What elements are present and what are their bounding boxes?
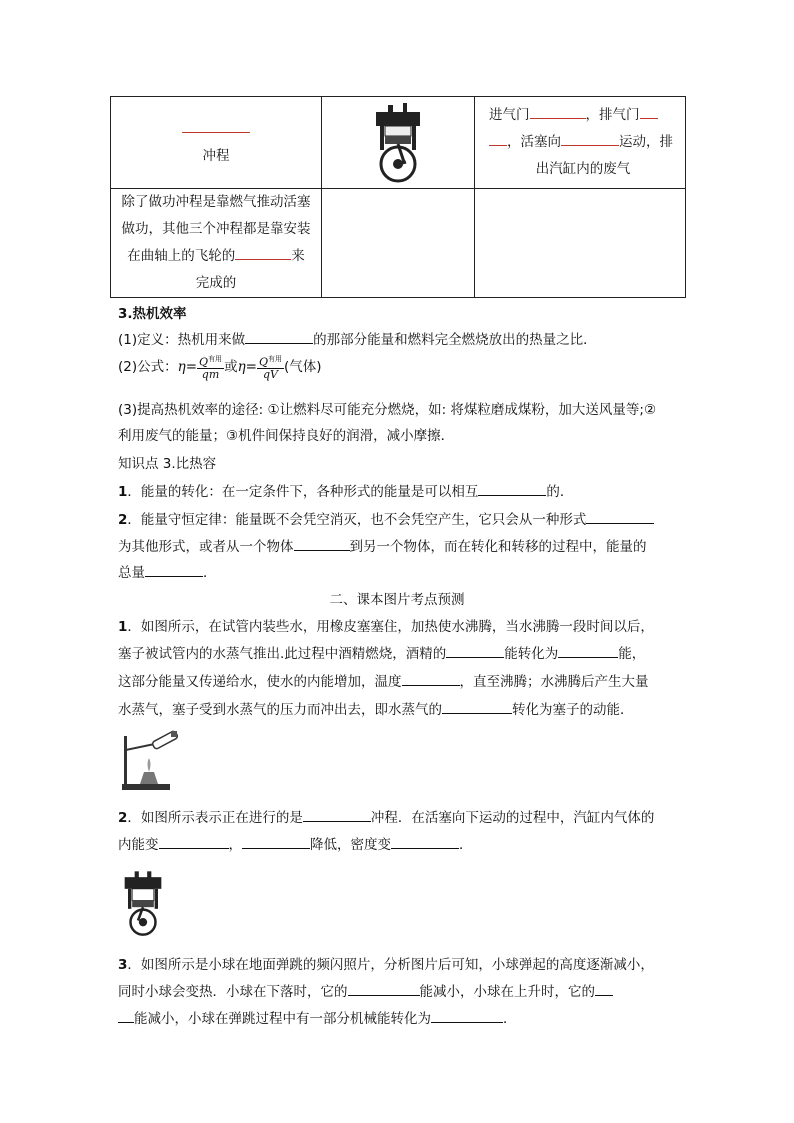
q3-text-3a: 能减小，小球在弹跳过程中有一部分机械能转化为	[134, 1011, 431, 1027]
formula-fraction-2	[257, 353, 284, 382]
formula-prefix: (2)公式：	[118, 359, 178, 375]
q2-text-2a: 内能变	[118, 837, 159, 853]
improve-line-1: (3)提高热机效率的途径: ①让燃料尽可能充分燃烧，如: 将煤粒磨成煤粉，加大送风量等;②	[118, 402, 657, 418]
q1-blank-4[interactable]	[442, 699, 512, 714]
intake-valve-blank[interactable]	[530, 104, 586, 119]
eta-2: η=	[237, 359, 257, 375]
conversion-blank[interactable]	[478, 481, 546, 496]
q1-text-2b: 能转化为	[504, 646, 559, 662]
total-blank[interactable]	[145, 562, 203, 577]
conservation-text-b: 为其他形式，或者从一个物体	[118, 539, 294, 555]
table-cell-engine-image	[322, 97, 475, 189]
item-number-1: 1	[118, 484, 128, 500]
useful-work-blank[interactable]	[245, 329, 313, 344]
q1-line-2	[118, 642, 645, 662]
q1-text-3b: ，直至沸腾；水沸腾后产生大量	[459, 674, 649, 690]
exhaust-valve-blank-2[interactable]	[489, 131, 507, 146]
text-or: 或	[224, 359, 238, 375]
energy-conversion-end: 的．	[546, 484, 574, 500]
conservation-text-end: ．	[203, 565, 217, 581]
definition-text-b: 的那部分能量和燃料完全燃烧放出的热量之比．	[313, 332, 597, 348]
text-piston-direction: ，活塞向	[507, 134, 561, 150]
q1-text-2a: 塞子被试管内的水蒸气推出.此过程中酒精燃烧，酒精的	[118, 646, 447, 662]
stroke-name-blank[interactable]	[182, 118, 250, 133]
piston-direction-blank[interactable]	[561, 131, 619, 146]
stroke-table	[110, 96, 686, 298]
energy-conversion	[118, 480, 573, 500]
flywheel-blank[interactable]	[235, 245, 291, 260]
q2-blank-density[interactable]	[391, 834, 459, 849]
transform-blank[interactable]	[586, 509, 654, 524]
q3-blank-2a[interactable]	[595, 981, 613, 996]
q3-line-3	[118, 1007, 517, 1027]
text-intake-valve: 进气门	[489, 107, 530, 123]
flywheel-line-4: 完成的	[195, 275, 237, 291]
efficiency-definition	[118, 328, 597, 348]
exhaust-valve-blank-1[interactable]	[640, 104, 658, 119]
q2-blank-energy[interactable]	[159, 834, 229, 849]
q1-number: 1	[118, 619, 128, 635]
formula-fraction-1	[197, 353, 224, 382]
q3-line-1	[118, 953, 654, 973]
eta-1: η=	[177, 359, 198, 375]
q2-text-2b: ，	[228, 837, 242, 853]
q2-line-1	[118, 806, 654, 826]
q3-blank-2b[interactable]	[118, 1008, 134, 1023]
energy-conversion-text: ．能量的转化：在一定条件下，各种形式的能量是可以相互	[127, 484, 479, 500]
q1-blank-1[interactable]	[446, 643, 504, 658]
table-cell-empty-2	[475, 189, 686, 298]
q2-blank-temperature[interactable]	[242, 834, 310, 849]
q1-text-1: ．如图所示，在试管内装些水，用橡皮塞塞住，加热使水沸腾，当水沸腾一段时间以后，	[127, 619, 654, 635]
conservation-text-c: 到另一个物体，而在转化和转移的过程中，能量的	[349, 539, 647, 555]
table-cell-empty-1	[322, 189, 475, 298]
q3-text-2b: 能减小，小球在上升时，它的	[419, 984, 595, 1000]
conservation-line-2	[118, 535, 647, 555]
useful-subscript-2: 有用	[268, 354, 282, 363]
q3-number: 3	[118, 957, 128, 973]
text-gas: (气体)	[284, 359, 322, 375]
q2-line-2	[118, 833, 473, 853]
q1-text-3a: 这部分能量又传递给水，使水的内能增加，温度	[118, 674, 402, 690]
text-exhaust-valve: ，排气门	[585, 107, 640, 123]
exhaust-stroke-engine-image	[368, 102, 428, 184]
q1-line-1	[118, 615, 654, 635]
q3-blank-3[interactable]	[431, 1008, 503, 1023]
section-title-efficiency: 3.热机效率	[118, 306, 187, 322]
q1-line-3	[118, 670, 649, 690]
useful-subscript-1: 有用	[208, 354, 223, 363]
q2-text-1a: ．如图所示表示正在进行的是	[127, 810, 303, 826]
table-cell-stroke-name	[111, 97, 322, 189]
conservation-text-d: 总量	[118, 565, 145, 581]
stroke-label: 冲程	[202, 147, 230, 164]
q1-blank-3[interactable]	[402, 671, 460, 686]
q-symbol-2: Q	[258, 355, 268, 369]
test-tube-heating-image	[118, 728, 182, 792]
q3-line-2	[118, 980, 613, 1000]
q3-text-2a: 同时小球会变热．小球在下落时，它的	[118, 984, 348, 1000]
q3-blank-1[interactable]	[348, 981, 420, 996]
conservation-line-1	[118, 508, 654, 528]
q3-text-1: ．如图所示是小球在地面弹跳的频闪照片，分析图片后可知，小球弹起的高度逐渐减小，	[127, 957, 654, 973]
text-exhaust-gas: 出汽缸内的废气	[535, 161, 631, 177]
definition-text-a: (1)定义：热机用来做	[118, 332, 246, 348]
flywheel-line-2: 做功，其他三个冲程都是靠安装	[121, 221, 311, 237]
efficiency-formula	[118, 352, 322, 382]
q2-text-1b: 冲程．在活塞向下运动的过程中，汽缸内气体的	[370, 810, 655, 826]
improve-line-2: 利用废气的能量；③机件间保持良好的润滑，减小摩擦．	[118, 428, 455, 444]
flywheel-line-3: 在曲轴上的飞轮的	[127, 248, 236, 264]
q2-number: 2	[118, 810, 128, 826]
q-symbol-1: Q	[199, 355, 209, 369]
conservation-text-a: ．能量守恒定律：能量既不会凭空消灭，也不会凭空产生，它只会从一种形式	[127, 512, 587, 528]
q1-line-4	[118, 698, 634, 718]
text-motion: 运动，排	[619, 134, 673, 150]
section-heading: 二、课本图片考点预测	[329, 592, 465, 608]
transfer-blank[interactable]	[294, 536, 350, 551]
q2-text-2d: ．	[459, 837, 473, 853]
denominator-qv: qV	[262, 368, 278, 382]
conservation-line-3	[118, 561, 217, 581]
flywheel-line-1: 除了做功冲程是靠燃气推动活塞	[121, 194, 311, 210]
knowledge-point-title: 知识点 3.比热容	[118, 456, 217, 472]
item-number-2: 2	[118, 512, 128, 528]
table-cell-flywheel	[111, 189, 322, 298]
table-cell-stroke-desc	[475, 97, 686, 189]
q2-blank-stroke[interactable]	[303, 807, 371, 822]
q2-text-2c: 降低，密度变	[310, 837, 391, 853]
q1-blank-2[interactable]	[558, 643, 618, 658]
power-stroke-engine-image	[118, 864, 168, 942]
denominator-qm: qm	[201, 368, 220, 382]
q1-text-2c: 能，	[618, 646, 646, 662]
q3-text-3b: ．	[503, 1011, 517, 1027]
q1-text-4b: 转化为塞子的动能．	[512, 702, 634, 718]
flywheel-line-3b: 来	[291, 248, 305, 264]
q1-text-4a: 水蒸气，塞子受到水蒸气的压力而冲出去，即水蒸气的	[118, 702, 442, 718]
